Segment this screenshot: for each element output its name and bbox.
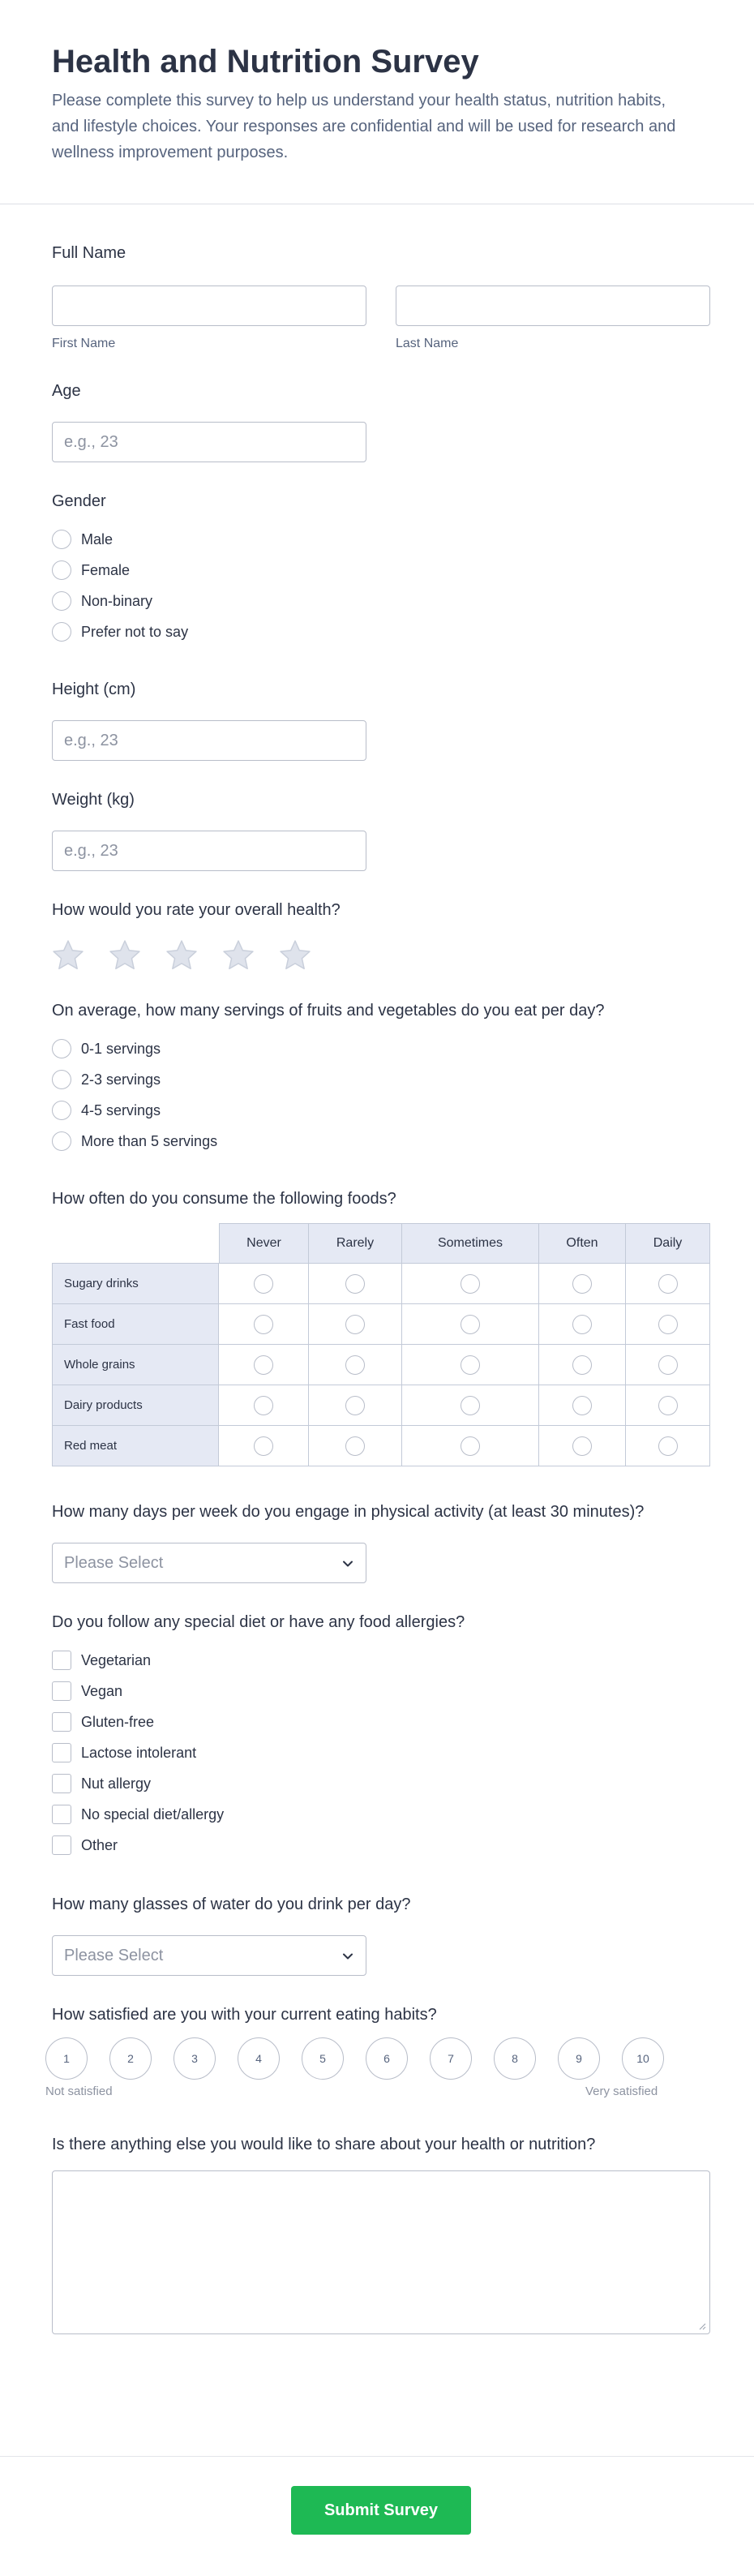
page-title: Health and Nutrition Survey xyxy=(52,44,479,79)
form-footer xyxy=(0,2456,754,2576)
gender-option-prefer-not[interactable]: Prefer not to say xyxy=(52,616,710,647)
diet-option-other[interactable]: Other xyxy=(52,1830,710,1861)
matrix-radio[interactable] xyxy=(572,1315,592,1334)
matrix-cell xyxy=(539,1345,626,1385)
matrix-row xyxy=(52,1426,710,1466)
checkbox[interactable] xyxy=(52,1805,71,1824)
matrix-cell xyxy=(219,1385,309,1426)
comments-section xyxy=(52,2133,710,2334)
satisfaction-scale xyxy=(45,2037,686,2080)
star-icon[interactable] xyxy=(50,938,86,973)
diet-option-vegan[interactable]: Vegan xyxy=(52,1676,710,1707)
matrix-radio[interactable] xyxy=(572,1396,592,1415)
matrix-cell xyxy=(626,1385,710,1426)
activity-section xyxy=(52,1501,710,1583)
overall-health-label: How would you rate your overall health? xyxy=(52,901,341,919)
matrix-cell xyxy=(539,1304,626,1345)
radio-button[interactable] xyxy=(52,622,71,642)
comments-label: Is there anything else you would like to share about your health or nutrition? xyxy=(52,2136,596,2153)
scale-high-label: Very satisfied xyxy=(585,2084,658,2098)
matrix-row xyxy=(52,1264,710,1304)
matrix-cell xyxy=(219,1426,309,1466)
first-name-input[interactable] xyxy=(52,286,366,326)
servings-section xyxy=(52,999,710,1157)
matrix-cell xyxy=(626,1426,710,1466)
matrix-row-label: Red meat xyxy=(52,1426,219,1466)
full-name-section xyxy=(52,242,710,352)
matrix-cell xyxy=(402,1426,539,1466)
weight-input[interactable]: e.g., 23 xyxy=(52,831,366,871)
height-input[interactable]: e.g., 23 xyxy=(52,720,366,761)
checkbox[interactable] xyxy=(52,1743,71,1762)
matrix-radio[interactable] xyxy=(461,1315,480,1334)
checkbox[interactable] xyxy=(52,1651,71,1670)
matrix-radio[interactable] xyxy=(572,1355,592,1375)
matrix-row-label: Fast food xyxy=(52,1304,219,1345)
matrix-cell xyxy=(309,1345,402,1385)
matrix-cell xyxy=(402,1345,539,1385)
matrix-row-label: Dairy products xyxy=(52,1385,219,1426)
scale-option[interactable]: 3 xyxy=(174,2037,216,2080)
scale-option[interactable]: 2 xyxy=(109,2037,152,2080)
matrix-cell xyxy=(539,1385,626,1426)
chevron-down-icon xyxy=(341,1557,354,1570)
matrix-radio[interactable] xyxy=(254,1355,273,1375)
scale-option[interactable]: 9 xyxy=(558,2037,600,2080)
matrix-cell xyxy=(309,1426,402,1466)
matrix-radio[interactable] xyxy=(461,1436,480,1456)
form-description: Please complete this survey to help us understand your health status, nutrition habits, and lifestyle choices. Your responses are confidential and will be used for research and wellness improvement purposes. xyxy=(52,92,676,161)
matrix-cell xyxy=(402,1264,539,1304)
water-label: How many glasses of water do you drink per day? xyxy=(52,1896,411,1913)
chevron-down-icon xyxy=(341,1950,354,1963)
satisfaction-label: How satisfied are you with your current eating habits? xyxy=(52,2006,437,2024)
gender-label: Gender xyxy=(52,492,106,510)
matrix-radio[interactable] xyxy=(572,1274,592,1294)
radio-button[interactable] xyxy=(52,591,71,611)
scale-option[interactable]: 4 xyxy=(238,2037,280,2080)
gender-option-female[interactable]: Female xyxy=(52,555,710,586)
diet-option-none[interactable]: No special diet/allergy xyxy=(52,1799,710,1830)
water-select[interactable] xyxy=(52,1935,366,1976)
matrix-cell xyxy=(539,1426,626,1466)
scale-option[interactable]: 5 xyxy=(302,2037,344,2080)
water-section xyxy=(52,1893,710,1976)
star-icon[interactable] xyxy=(277,938,313,973)
age-input[interactable]: e.g., 23 xyxy=(52,422,366,462)
diet-option-gluten-free[interactable]: Gluten-free xyxy=(52,1707,710,1737)
checkbox[interactable] xyxy=(52,1835,71,1855)
height-section xyxy=(52,678,710,761)
gender-section xyxy=(52,490,710,647)
radio-button[interactable] xyxy=(52,530,71,549)
matrix-col-rarely: Rarely xyxy=(309,1223,402,1264)
checkbox[interactable] xyxy=(52,1681,71,1701)
overall-health-section xyxy=(52,899,710,973)
radio-button[interactable] xyxy=(52,1101,71,1120)
submit-button[interactable]: Submit Survey xyxy=(291,2486,471,2535)
radio-button[interactable] xyxy=(52,1070,71,1089)
matrix-cell xyxy=(309,1264,402,1304)
gender-option-non-binary[interactable]: Non-binary xyxy=(52,586,710,616)
matrix-radio[interactable] xyxy=(254,1436,273,1456)
servings-option-0-1[interactable]: 0-1 servings xyxy=(52,1033,710,1064)
full-name-label: Full Name xyxy=(52,244,126,262)
servings-option-4-5[interactable]: 4-5 servings xyxy=(52,1095,710,1126)
activity-select[interactable] xyxy=(52,1543,366,1583)
matrix-col-often: Often xyxy=(539,1223,626,1264)
activity-select-value: Please Select xyxy=(64,1554,164,1572)
matrix-radio[interactable] xyxy=(658,1436,678,1456)
matrix-radio[interactable] xyxy=(658,1315,678,1334)
checkbox[interactable] xyxy=(52,1712,71,1732)
matrix-radio[interactable] xyxy=(254,1396,273,1415)
radio-button[interactable] xyxy=(52,1131,71,1151)
form-header xyxy=(0,0,754,204)
weight-section xyxy=(52,788,710,871)
matrix-corner xyxy=(52,1223,219,1264)
servings-option-2-3[interactable]: 2-3 servings xyxy=(52,1064,710,1095)
matrix-cell xyxy=(626,1345,710,1385)
matrix-radio[interactable] xyxy=(658,1355,678,1375)
matrix-col-sometimes: Sometimes xyxy=(402,1223,539,1264)
matrix-cell xyxy=(309,1385,402,1426)
matrix-radio[interactable] xyxy=(461,1355,480,1375)
matrix-row xyxy=(52,1385,710,1426)
water-select-value: Please Select xyxy=(64,1947,164,1964)
matrix-col-daily: Daily xyxy=(626,1223,710,1264)
matrix-radio[interactable] xyxy=(345,1396,365,1415)
matrix-row xyxy=(52,1345,710,1385)
matrix-radio[interactable] xyxy=(658,1396,678,1415)
last-name-input[interactable] xyxy=(396,286,710,326)
scale-option[interactable]: 8 xyxy=(494,2037,536,2080)
matrix-radio[interactable] xyxy=(345,1355,365,1375)
scale-option[interactable]: 7 xyxy=(430,2037,472,2080)
matrix-row xyxy=(52,1304,710,1345)
matrix-cell xyxy=(309,1304,402,1345)
matrix-cell xyxy=(539,1264,626,1304)
comments-textarea[interactable] xyxy=(52,2170,710,2334)
satisfaction-section xyxy=(52,2003,710,2026)
resize-grip-icon[interactable] xyxy=(696,2321,706,2330)
diet-label: Do you follow any special diet or have any food allergies? xyxy=(52,1613,465,1631)
matrix-row-label: Sugary drinks xyxy=(52,1264,219,1304)
diet-option-vegetarian[interactable]: Vegetarian xyxy=(52,1645,710,1676)
matrix-cell xyxy=(402,1304,539,1345)
age-label: Age xyxy=(52,382,81,400)
matrix-radio[interactable] xyxy=(658,1274,678,1294)
matrix-row-label: Whole grains xyxy=(52,1345,219,1385)
matrix-cell xyxy=(402,1385,539,1426)
matrix-radio[interactable] xyxy=(461,1274,480,1294)
height-label: Height (cm) xyxy=(52,680,136,698)
weight-label: Weight (kg) xyxy=(52,791,135,809)
matrix-cell xyxy=(219,1264,309,1304)
foods-label: How often do you consume the following foods? xyxy=(52,1190,396,1208)
scale-option[interactable]: 1 xyxy=(45,2037,88,2080)
matrix-cell xyxy=(219,1304,309,1345)
foods-matrix xyxy=(52,1223,710,1466)
matrix-radio[interactable] xyxy=(461,1396,480,1415)
activity-label: How many days per week do you engage in physical activity (at least 30 minutes)? xyxy=(52,1503,645,1521)
gender-option-male[interactable]: Male xyxy=(52,524,710,555)
last-name-sublabel: Last Name xyxy=(396,337,459,350)
matrix-radio[interactable] xyxy=(254,1274,273,1294)
scale-low-label: Not satisfied xyxy=(45,2084,113,2098)
star-icon[interactable] xyxy=(164,938,199,973)
matrix-radio[interactable] xyxy=(345,1274,365,1294)
servings-option-more-5[interactable]: More than 5 servings xyxy=(52,1126,710,1157)
scale-option[interactable]: 10 xyxy=(622,2037,664,2080)
star-rating xyxy=(50,938,710,973)
matrix-cell xyxy=(626,1304,710,1345)
servings-label: On average, how many servings of fruits and vegetables do you eat per day? xyxy=(52,1002,605,1020)
matrix-radio[interactable] xyxy=(254,1315,273,1334)
first-name-sublabel: First Name xyxy=(52,337,116,350)
matrix-cell xyxy=(219,1345,309,1385)
age-section xyxy=(52,380,710,462)
star-icon[interactable] xyxy=(221,938,256,973)
radio-button[interactable] xyxy=(52,1039,71,1058)
star-icon[interactable] xyxy=(107,938,143,973)
diet-section xyxy=(52,1611,710,1861)
matrix-cell xyxy=(626,1264,710,1304)
matrix-col-never: Never xyxy=(219,1223,309,1264)
matrix-radio[interactable] xyxy=(572,1436,592,1456)
diet-option-lactose[interactable]: Lactose intolerant xyxy=(52,1737,710,1768)
radio-button[interactable] xyxy=(52,560,71,580)
matrix-radio[interactable] xyxy=(345,1436,365,1456)
diet-option-nut-allergy[interactable]: Nut allergy xyxy=(52,1768,710,1799)
matrix-radio[interactable] xyxy=(345,1315,365,1334)
foods-section xyxy=(52,1187,710,1210)
scale-option[interactable]: 6 xyxy=(366,2037,408,2080)
checkbox[interactable] xyxy=(52,1774,71,1793)
